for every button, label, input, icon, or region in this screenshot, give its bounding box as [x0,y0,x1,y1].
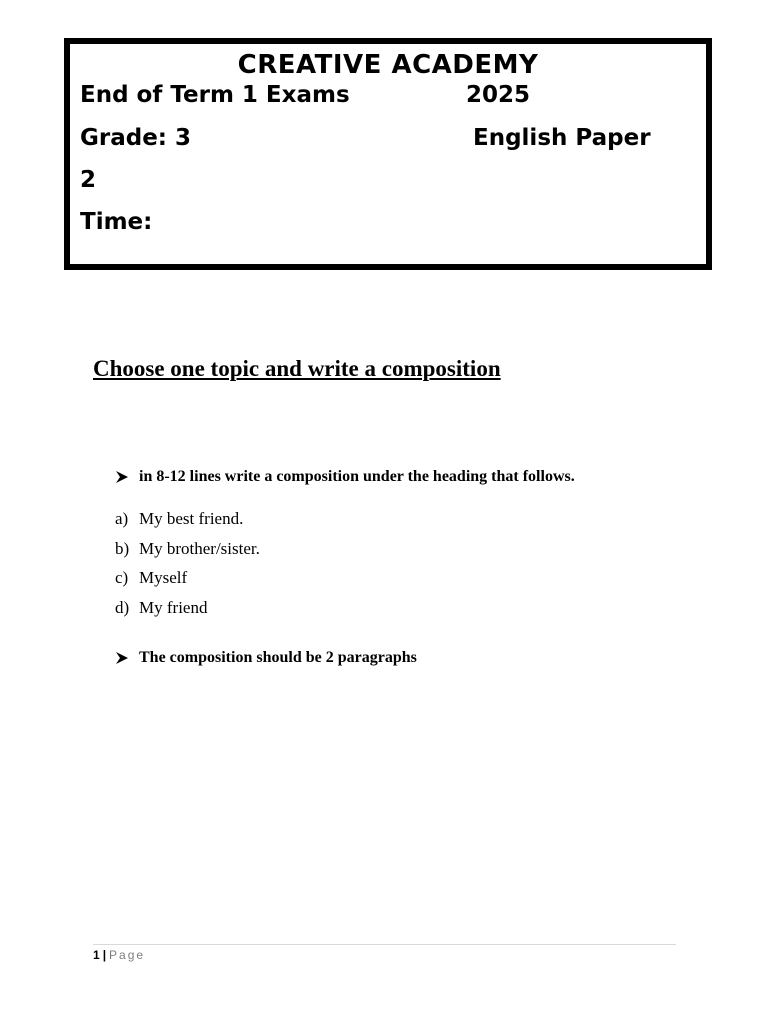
page-number: 1 [93,948,100,962]
topic-letter: d) [115,597,130,617]
arrowhead-icon [115,651,129,665]
instruction-text: The composition should be 2 paragraphs [139,649,417,666]
exam-year: 2025 [466,82,531,108]
subject-label: English Paper [473,125,651,151]
topic-item [115,539,260,569]
exam-title: End of Term 1 Exams [80,82,350,108]
instruction-text: in 8-12 lines write a composition under the heading that follows. [139,468,575,485]
instructions-heading: Choose one topic and write a composition [93,356,501,381]
time-label: Time: [80,209,153,235]
page-footer [93,948,145,962]
topic-text: My brother/sister. [139,538,260,558]
instruction-bullet [115,468,575,486]
topic-item [115,568,260,598]
subject-number: 2 [80,167,97,193]
grade-label: Grade: 3 [80,125,192,151]
topic-list [115,509,260,627]
page-word: Page [109,948,146,962]
footer-divider [93,944,676,945]
topic-item [115,509,260,539]
arrowhead-icon [115,470,129,484]
topic-letter: c) [115,568,129,587]
exam-header-box [64,38,712,270]
footer-separator: | [102,948,107,962]
topic-item [115,598,260,628]
topic-letter: b) [115,538,130,558]
topic-letter: a) [115,509,129,528]
topic-text: Myself [139,568,188,587]
topic-text: My best friend. [139,509,244,528]
school-name: CREATIVE ACADEMY [237,50,539,80]
topic-text: My friend [139,597,208,617]
instruction-bullet [115,649,417,667]
